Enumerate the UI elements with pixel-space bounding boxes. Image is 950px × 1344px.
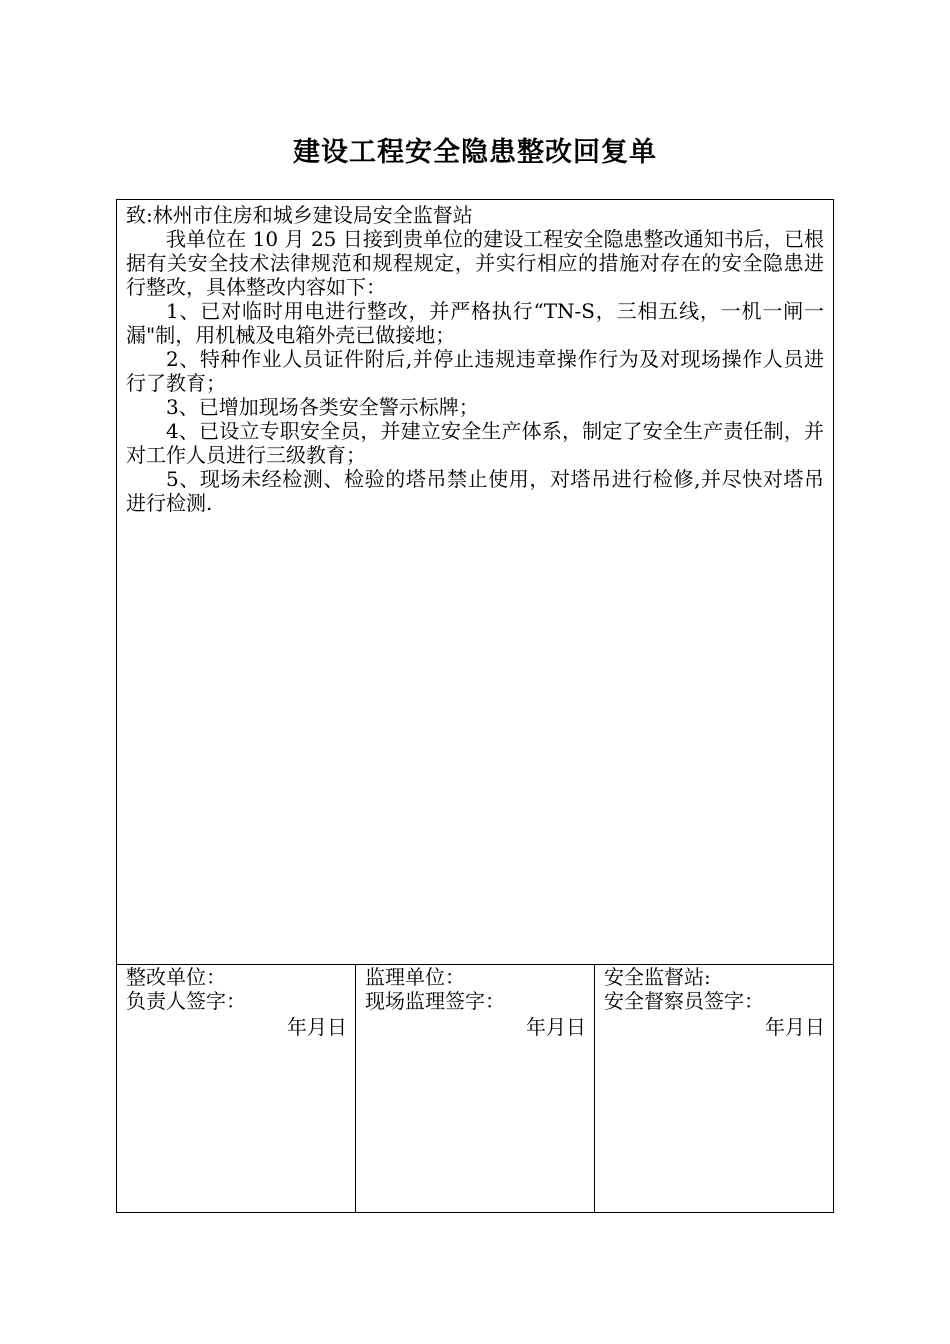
body-item-1: 1、已对临时用电进行整改，并严格执行“TN-S，三相五线，一机一闸一漏"制，用机械及电箱外壳已做接地；: [126, 299, 824, 347]
addressee: 致:林州市住房和城乡建设局安全监督站: [126, 203, 473, 227]
reply-form-table: [116, 199, 834, 1213]
supervision-unit-cell: [355, 965, 594, 1212]
body-item-3: 3、已增加现场各类安全警示标牌；: [166, 395, 479, 419]
safety-station-cell: [594, 965, 833, 1212]
page-title: 建设工程安全隐患整改回复单: [293, 137, 657, 168]
rectification-content-cell: [117, 200, 833, 965]
body-item-2: 2、特种作业人员证件附后,并停止违规违章操作行为及对现场操作人员进行了教育；: [126, 347, 824, 395]
body-paragraph-intro: 我单位在 10 月 25 日接到贵单位的建设工程安全隐患整改通知书后，已根据有关安全技术法律规范和规程规定，并实行相应的措施对存在的安全隐患进行整改，具体整改内容如下：: [126, 227, 824, 299]
supervision-unit-signer-label: 现场监理签字：: [365, 989, 505, 1013]
safety-station-label: 安全监督站:: [604, 965, 711, 989]
body-item-5: 5、现场未经检测、检验的塔吊禁止使用，对塔吊进行检修,并尽快对塔吊进行检测.: [126, 467, 824, 515]
rectifying-unit-signer-label: 负责人签字：: [126, 989, 246, 1013]
supervision-unit-date: 年月日: [526, 1015, 586, 1039]
safety-station-signer-label: 安全督察员签字：: [604, 989, 764, 1013]
rectifying-unit-date: 年月日: [287, 1015, 347, 1039]
signature-row: [117, 965, 833, 1212]
supervision-unit-label: 监理单位：: [365, 965, 465, 989]
rectifying-unit-label: 整改单位：: [126, 965, 226, 989]
rectifying-unit-cell: [117, 965, 355, 1212]
safety-station-date: 年月日: [765, 1015, 825, 1039]
body-item-4: 4、已设立专职安全员，并建立安全生产体系，制定了安全生产责任制，并对工作人员进行三级教育；: [126, 419, 824, 467]
